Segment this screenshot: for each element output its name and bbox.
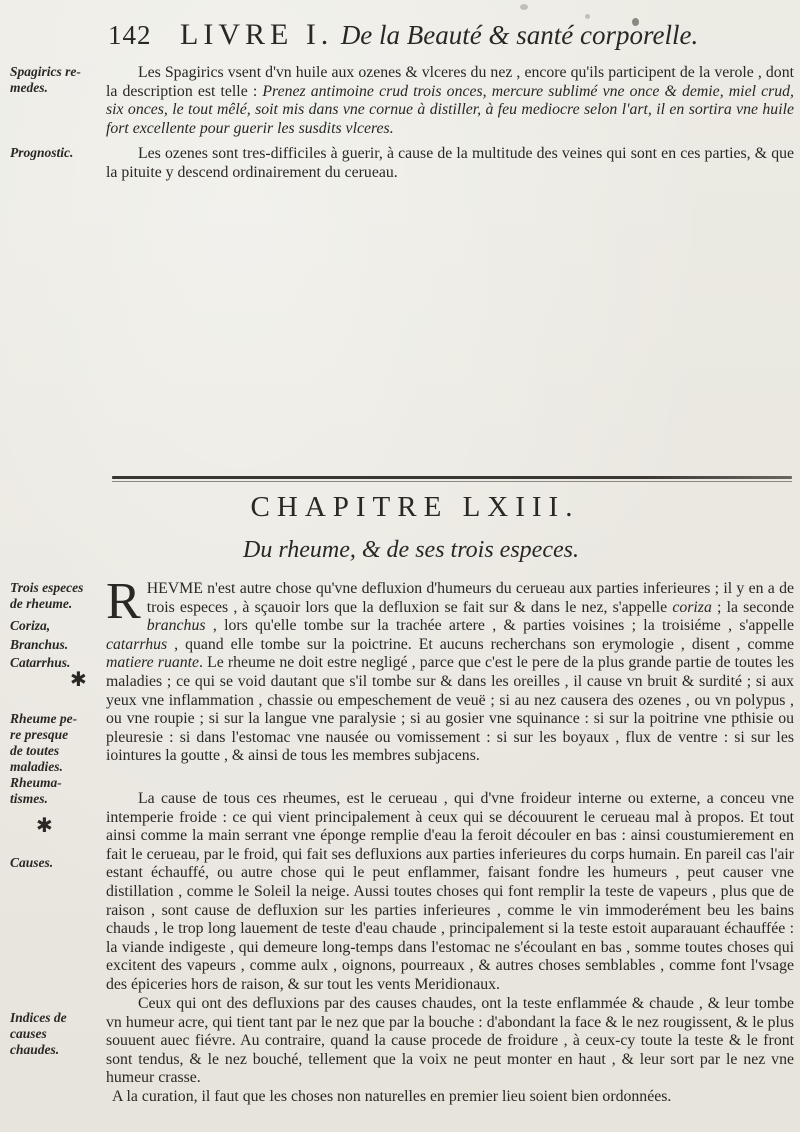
margin-note-spagirics: Spagirics re-medes. (10, 64, 81, 95)
chapter-title: CHAPITRE LXIII. (250, 491, 580, 523)
asterisk-mark: ✱ (36, 815, 53, 837)
margin-note-coriza: Coriza, (10, 618, 51, 633)
paragraph-definition (106, 573, 794, 766)
recipe-text: Prenez antimoine crud trois onces, mercure sublimé vne once & demie, miel crud, six onces, le tout mêlé, soit mis dans vne cornue à distiller, à feu mediocre selon l'art, il en sortira vne huile fort excellente pour guerir les susdits vlceres. (106, 82, 794, 137)
paragraph-text: ; la seconde (711, 598, 794, 616)
page-number: 142 (108, 20, 152, 50)
term-catarrhus: catarrhus (106, 635, 168, 653)
margin-note-indices: Indices de causes chaudes. (10, 1010, 67, 1057)
margin-note-prognostic: Prognostic. (10, 145, 74, 160)
asterisk-mark: ✱ (70, 669, 87, 691)
term-matiere-ruante: matiere ruante (106, 654, 200, 672)
term-coriza: coriza (672, 598, 712, 616)
paragraph-causes: La cause de tous ces rheumes, est le cerueau , qui d'vne froideur interne ou externe, a conceu vne intemperie froide : ce qui vient principalement à ceux qui se découurent le cerueau mal à propos. Et tout ainsi comme la main serrant vne éponge remplie d'eau la feroit découler en bas : ainsi coustumierement en fait le cerueau, par le froid, qui fait ses defluxions aux parties inferieures du corps humain. En pareil cas l'air estant échauffé, ou autre chose qui le peut enflammer, faisant fondre les humeurs , peut causer vne distillation , comme le Soleil la neige. Aussi toutes choses qui font remplir la teste de vapeurs , plus que de raison , sont cause de defluxion sur les parties inferieures , comme le vin immoderément beu les bains chauds , le trop long lauement de teste d'eau chaude , principalement si la teste estoit auparauant échauffée : la viande indigeste , qui demeure long-temps dans l'estomac ne s'écoulant en bas , somme toutes choses qui excitent des vapeurs , comme aulx , oignons, pourreaux , & autres choses semblables , comme font l'vsage des épiceries hors de raison, & sur tout les vents Meridionaux. (106, 790, 794, 993)
paragraph-text: HEVME n'est autre chose qu'vne defluxion d'humeurs du cerueau aux parties inferieures ; il y en a de trois especes , à sçauoir lors que la defluxion se fait sur & dans le nez, s'appelle (146, 580, 794, 616)
paragraph-text: . Le rheume ne doit estre negligé , parce que c'est le pere de la plus grande partie de toutes les maladies ; ce qui se void dautant que s'il tombe sur & dans les oreilles , il cause vn bruit & surdité ; si aux yeux vne inflammation , chassie ou empeschement de veuë ; si au nez causera des ozenes , ou vn polypus , ou vne roupie ; si sur la langue vne paralysie ; si au gosier vne squinance : si sur la poitrine vne pthisie ou pleuresie : si dans l'estomac vne nausée ou vomissement : si sur les boyaux , flux de ventre : si sur les iointures la goutte , & ainsi de tous les membres subjacens. (106, 654, 794, 765)
running-head-livre: LIVRE I. (180, 18, 334, 51)
section-rule-thin (112, 481, 792, 482)
paragraph-text: , quand elle tombe sur la poictrine. Et aucuns recherchans son erymologie , disent , comme (167, 635, 794, 653)
ink-spot (520, 4, 528, 10)
term-branchus: branchus (146, 617, 206, 635)
paragraph-spagirics (106, 64, 794, 138)
margin-note-causes: Causes. (10, 855, 54, 870)
margin-note-branchus: Branchus. (10, 637, 69, 652)
margin-note-trois-especes: Trois especes de rheume. (10, 580, 84, 611)
paragraph-prognostic: Les ozenes sont tres-difficiles à guerir, à cause de la multitude des veines qui sont en ces parties, & que la pituite y descend ordinairement du cerueau. (106, 145, 794, 181)
margin-note-rheume-pere: Rheume pe-re presque de toutes maladies. Rheuma-tismes. (10, 711, 78, 806)
chapter-subtitle: Du rheume, & de ses trois especes. (243, 537, 579, 563)
paragraph-indices: Ceux qui ont des defluxions par des causes chaudes, ont la teste enflammée & chaude , & leur tombe vn humeur acre, qui tient tant par le nez que par la bouche : d'abondant la face & le nez rougissent, & le plus souuent auec fiévre. Au contraire, quand la cause procede de froidure , à ceux-cy toute la teste & le front sont tendus, & le nez bouché, tellement que la voix ne peut monter en haut , & leur sort par le nez vne humeur crasse. (106, 995, 794, 1087)
drop-cap: R (106, 573, 141, 630)
margin-note-catarrhus: Catarrhus. (10, 655, 71, 670)
paragraph-text: , lors qu'elle tombe sur la trachée artere , & parties voisines ; la troisiéme , s'appelle (205, 617, 794, 635)
running-head (180, 18, 698, 52)
section-rule (112, 476, 792, 479)
paragraph-curation: A la curation, il faut que les choses non naturelles en premier lieu soient bien ordonnées. (112, 1088, 672, 1105)
running-head-title: De la Beauté & santé corporelle. (340, 20, 699, 50)
paragraph-text: Les Spagirics vsent d'vn huile aux ozenes & vlceres du nez , encore qu'ils participent de la verole , dont la description est telle : (106, 64, 794, 100)
